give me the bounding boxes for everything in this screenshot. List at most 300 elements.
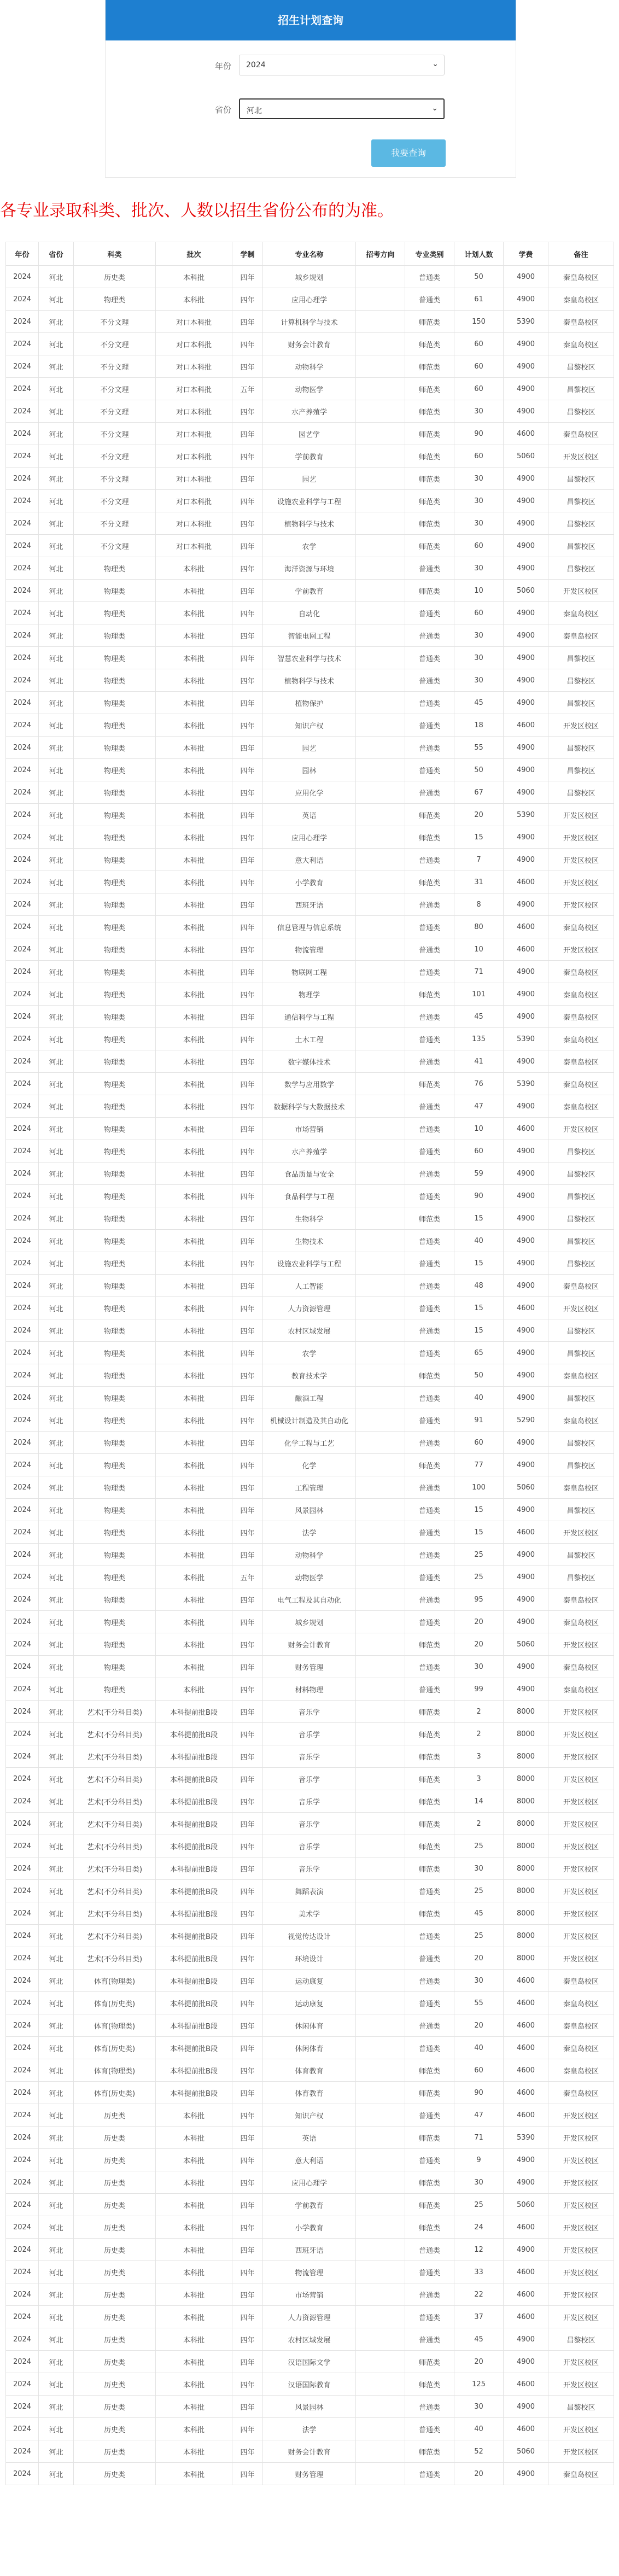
col-province-cell: 河北 <box>39 2149 74 2171</box>
col-year-cell: 2024 <box>6 2261 39 2283</box>
col-batch-cell: 对口本科批 <box>156 333 232 355</box>
col-duration-cell: 四年 <box>232 759 263 781</box>
col-plan-count-cell: 135 <box>454 1028 504 1050</box>
col-province-cell: 河北 <box>39 1790 74 1813</box>
col-direction-cell <box>356 1073 405 1095</box>
col-category-cell: 历史类 <box>74 2396 156 2418</box>
col-year-cell: 2024 <box>6 468 39 490</box>
col-duration-cell: 四年 <box>232 826 263 849</box>
col-remark-cell: 昌黎校区 <box>548 1454 614 1476</box>
col-type-cell: 普通类 <box>405 2396 454 2418</box>
col-year-cell: 2024 <box>6 1992 39 2014</box>
col-type-cell: 普通类 <box>405 1880 454 1902</box>
col-major-cell: 学前教育 <box>263 580 356 602</box>
col-direction-cell <box>356 692 405 714</box>
table-row <box>6 781 614 804</box>
table-row <box>6 1656 614 1678</box>
col-batch-cell: 本科批 <box>156 1409 232 1432</box>
col-province-cell: 河北 <box>39 916 74 938</box>
year-select[interactable] <box>239 55 445 75</box>
col-batch-cell: 本科批 <box>156 2351 232 2373</box>
col-category-cell: 物理类 <box>74 1073 156 1095</box>
col-direction-cell <box>356 647 405 669</box>
col-category-cell: 历史类 <box>74 2440 156 2463</box>
col-direction-cell <box>356 1970 405 1992</box>
col-remark-cell: 昌黎校区 <box>548 557 614 580</box>
col-batch-cell: 本科批 <box>156 2171 232 2194</box>
col-type-cell: 普通类 <box>405 2239 454 2261</box>
col-major-cell: 人力资源管理 <box>263 1297 356 1319</box>
col-duration-cell: 四年 <box>232 2171 263 2194</box>
col-tuition-cell: 4900 <box>504 400 548 423</box>
col-year-cell: 2024 <box>6 378 39 400</box>
col-tuition-cell: 4900 <box>504 1342 548 1364</box>
col-tuition-cell: 4900 <box>504 378 548 400</box>
col-year-cell: 2024 <box>6 2418 39 2440</box>
col-duration-cell: 四年 <box>232 2373 263 2396</box>
col-type-cell: 普通类 <box>405 1611 454 1633</box>
table-row <box>6 759 614 781</box>
col-year-cell: 2024 <box>6 1566 39 1588</box>
col-province-cell: 河北 <box>39 602 74 624</box>
col-year-cell: 2024 <box>6 1499 39 1521</box>
col-plan-count-cell: 60 <box>454 333 504 355</box>
col-tuition-cell: 4900 <box>504 1006 548 1028</box>
col-category-cell: 物理类 <box>74 602 156 624</box>
col-plan-count-cell: 71 <box>454 2127 504 2149</box>
col-remark-cell: 昌黎校区 <box>548 759 614 781</box>
col-remark-cell: 昌黎校区 <box>548 737 614 759</box>
table-row <box>6 1050 614 1073</box>
col-tuition-cell: 5390 <box>504 311 548 333</box>
col-province-cell: 河北 <box>39 2216 74 2239</box>
col-remark-cell: 秦皇岛校区 <box>548 916 614 938</box>
col-remark-cell: 开发区校区 <box>548 1768 614 1790</box>
table-row <box>6 400 614 423</box>
col-batch-cell: 对口本科批 <box>156 423 232 445</box>
col-batch-cell: 本科批 <box>156 1656 232 1678</box>
table-row <box>6 692 614 714</box>
col-tuition-cell: 5060 <box>504 2440 548 2463</box>
table-row <box>6 1633 614 1656</box>
col-duration-cell: 四年 <box>232 1163 263 1185</box>
table-row <box>6 1880 614 1902</box>
col-category-cell: 艺术(不分科目类) <box>74 1723 156 1745</box>
province-select[interactable] <box>239 98 445 119</box>
col-direction-cell <box>356 445 405 468</box>
col-remark-cell: 秦皇岛校区 <box>548 311 614 333</box>
col-plan-count-cell: 15 <box>454 1207 504 1230</box>
col-major-cell: 休闲体育 <box>263 2037 356 2059</box>
col-tuition-cell: 8000 <box>504 1723 548 1745</box>
col-tuition-cell: 4900 <box>504 2171 548 2194</box>
col-duration-cell: 四年 <box>232 624 263 647</box>
col-year-cell: 2024 <box>6 759 39 781</box>
col-province-cell: 河北 <box>39 2328 74 2351</box>
col-direction-cell <box>356 2239 405 2261</box>
col-direction-cell <box>356 804 405 826</box>
table-row <box>6 2261 614 2283</box>
query-button[interactable]: 我要查询 <box>371 139 446 167</box>
col-type-cell: 师范类 <box>405 512 454 535</box>
col-category-cell: 不分文理 <box>74 535 156 557</box>
col-province-cell: 河北 <box>39 692 74 714</box>
col-batch-cell: 本科批 <box>156 1297 232 1319</box>
col-category-cell: 历史类 <box>74 2104 156 2127</box>
col-tuition-cell: 4900 <box>504 1230 548 1252</box>
col-duration-cell: 四年 <box>232 647 263 669</box>
col-direction-cell <box>356 1857 405 1880</box>
col-category-cell: 物理类 <box>74 647 156 669</box>
col-direction-cell <box>356 1835 405 1857</box>
col-direction-cell <box>356 1095 405 1118</box>
col-batch-cell: 本科批 <box>156 2239 232 2261</box>
col-tuition-cell: 4600 <box>504 2418 548 2440</box>
col-duration-cell: 四年 <box>232 1678 263 1701</box>
col-year-cell: 2024 <box>6 400 39 423</box>
col-remark-cell: 开发区校区 <box>548 2194 614 2216</box>
col-remark-cell: 开发区校区 <box>548 849 614 871</box>
col-batch-cell: 本科提前批B段 <box>156 2082 232 2104</box>
col-category-cell: 历史类 <box>74 2351 156 2373</box>
col-major-cell: 智能电网工程 <box>263 624 356 647</box>
col-direction-cell <box>356 1297 405 1319</box>
col-province-cell: 河北 <box>39 1499 74 1521</box>
col-tuition-cell: 4900 <box>504 983 548 1006</box>
col-tuition-cell: 8000 <box>504 1701 548 1723</box>
col-category-cell: 艺术(不分科目类) <box>74 1835 156 1857</box>
col-duration-header: 学制 <box>232 242 263 266</box>
table-row <box>6 1095 614 1118</box>
col-remark-cell: 开发区校区 <box>548 2283 614 2306</box>
col-batch-cell: 本科批 <box>156 2194 232 2216</box>
col-major-cell: 视觉传达设计 <box>263 1925 356 1947</box>
col-year-cell: 2024 <box>6 355 39 378</box>
col-duration-cell: 四年 <box>232 1207 263 1230</box>
col-tuition-cell: 4900 <box>504 1319 548 1342</box>
col-batch-cell: 本科批 <box>156 2261 232 2283</box>
table-row <box>6 2306 614 2328</box>
col-plan-count-cell: 10 <box>454 1118 504 1140</box>
col-direction-cell <box>356 2440 405 2463</box>
col-province-cell: 河北 <box>39 378 74 400</box>
col-major-cell: 财务会计教育 <box>263 333 356 355</box>
col-plan-count-cell: 30 <box>454 490 504 512</box>
col-major-cell: 生物技术 <box>263 1230 356 1252</box>
col-direction-cell <box>356 2059 405 2082</box>
col-year-cell: 2024 <box>6 2283 39 2306</box>
col-plan-count-cell: 60 <box>454 1432 504 1454</box>
col-type-cell: 普通类 <box>405 647 454 669</box>
col-province-cell: 河北 <box>39 1521 74 1544</box>
col-duration-cell: 四年 <box>232 266 263 288</box>
col-major-cell: 意大利语 <box>263 2149 356 2171</box>
col-type-cell: 普通类 <box>405 849 454 871</box>
col-province-cell: 河北 <box>39 759 74 781</box>
col-duration-cell: 四年 <box>232 692 263 714</box>
col-major-cell: 应用心理学 <box>263 2171 356 2194</box>
col-province-cell: 河北 <box>39 893 74 916</box>
col-duration-cell: 四年 <box>232 1723 263 1745</box>
col-batch-header: 批次 <box>156 242 232 266</box>
col-duration-cell: 四年 <box>232 2306 263 2328</box>
col-plan-count-cell: 14 <box>454 1790 504 1813</box>
col-duration-cell: 四年 <box>232 1880 263 1902</box>
col-direction-cell <box>356 2463 405 2485</box>
col-major-cell: 人力资源管理 <box>263 2306 356 2328</box>
col-category-cell: 不分文理 <box>74 423 156 445</box>
col-year-cell: 2024 <box>6 2149 39 2171</box>
col-major-cell: 水产养殖学 <box>263 400 356 423</box>
col-duration-cell: 四年 <box>232 2440 263 2463</box>
col-plan-count-header: 计划人数 <box>454 242 504 266</box>
col-tuition-cell: 4900 <box>504 624 548 647</box>
col-tuition-cell: 8000 <box>504 1925 548 1947</box>
col-category-cell: 物理类 <box>74 1006 156 1028</box>
col-batch-cell: 本科批 <box>156 1432 232 1454</box>
col-type-cell: 师范类 <box>405 2216 454 2239</box>
col-remark-cell: 昌黎校区 <box>548 692 614 714</box>
col-duration-cell: 四年 <box>232 893 263 916</box>
col-province-cell: 河北 <box>39 781 74 804</box>
col-direction-cell <box>356 737 405 759</box>
col-tuition-cell: 4600 <box>504 916 548 938</box>
col-year-cell: 2024 <box>6 938 39 961</box>
col-duration-cell: 四年 <box>232 400 263 423</box>
col-type-cell: 普通类 <box>405 2418 454 2440</box>
col-direction-cell <box>356 1566 405 1588</box>
col-tuition-cell: 4900 <box>504 557 548 580</box>
col-tuition-cell: 4900 <box>504 1544 548 1566</box>
col-tuition-cell: 4900 <box>504 692 548 714</box>
table-row <box>6 602 614 624</box>
col-plan-count-cell: 30 <box>454 2396 504 2418</box>
col-year-cell: 2024 <box>6 1588 39 1611</box>
col-duration-cell: 四年 <box>232 1095 263 1118</box>
col-tuition-cell: 4900 <box>504 1432 548 1454</box>
col-remark-cell: 昌黎校区 <box>548 2396 614 2418</box>
col-category-cell: 物理类 <box>74 669 156 692</box>
col-category-cell: 物理类 <box>74 1028 156 1050</box>
col-batch-cell: 本科批 <box>156 737 232 759</box>
col-province-cell: 河北 <box>39 983 74 1006</box>
table-row <box>6 1947 614 1970</box>
col-year-cell: 2024 <box>6 2373 39 2396</box>
table-row <box>6 1723 614 1745</box>
col-remark-cell: 昌黎校区 <box>548 468 614 490</box>
col-direction-cell <box>356 781 405 804</box>
col-major-cell: 西班牙语 <box>263 893 356 916</box>
col-tuition-cell: 8000 <box>504 1902 548 1925</box>
col-plan-count-cell: 47 <box>454 1095 504 1118</box>
col-year-cell: 2024 <box>6 1230 39 1252</box>
col-year-cell: 2024 <box>6 1409 39 1432</box>
col-plan-count-cell: 95 <box>454 1588 504 1611</box>
col-duration-cell: 四年 <box>232 1387 263 1409</box>
col-major-cell: 音乐学 <box>263 1723 356 1745</box>
col-remark-cell: 秦皇岛校区 <box>548 1476 614 1499</box>
col-batch-cell: 本科批 <box>156 2306 232 2328</box>
col-province-cell: 河北 <box>39 1297 74 1319</box>
col-duration-cell: 四年 <box>232 916 263 938</box>
col-category-cell: 历史类 <box>74 2463 156 2485</box>
col-direction-cell <box>356 1813 405 1835</box>
col-tuition-cell: 4900 <box>504 781 548 804</box>
col-type-cell: 普通类 <box>405 2283 454 2306</box>
col-tuition-cell: 4900 <box>504 759 548 781</box>
col-direction-cell <box>356 1207 405 1230</box>
col-remark-cell: 昌黎校区 <box>548 1499 614 1521</box>
col-duration-cell: 四年 <box>232 1185 263 1207</box>
col-direction-cell <box>356 490 405 512</box>
col-major-cell: 财务会计教育 <box>263 1633 356 1656</box>
col-remark-cell: 开发区校区 <box>548 2418 614 2440</box>
col-direction-cell <box>356 2216 405 2239</box>
col-type-cell: 普通类 <box>405 759 454 781</box>
col-tuition-cell: 4600 <box>504 2082 548 2104</box>
col-year-cell: 2024 <box>6 1701 39 1723</box>
col-plan-count-cell: 55 <box>454 1992 504 2014</box>
col-direction-header: 招考方向 <box>356 242 405 266</box>
col-duration-cell: 四年 <box>232 602 263 624</box>
col-remark-cell: 开发区校区 <box>548 580 614 602</box>
table-row <box>6 355 614 378</box>
table-row <box>6 1118 614 1140</box>
col-year-cell: 2024 <box>6 1095 39 1118</box>
col-direction-cell <box>356 1163 405 1185</box>
col-category-cell: 物理类 <box>74 961 156 983</box>
col-province-cell: 河北 <box>39 2239 74 2261</box>
table-body <box>6 266 614 2485</box>
col-direction-cell <box>356 2171 405 2194</box>
col-remark-cell: 开发区校区 <box>548 1813 614 1835</box>
col-duration-cell: 四年 <box>232 311 263 333</box>
col-tuition-cell: 4900 <box>504 849 548 871</box>
col-type-cell: 师范类 <box>405 2373 454 2396</box>
col-category-cell: 物理类 <box>74 1342 156 1364</box>
col-type-cell: 普通类 <box>405 1588 454 1611</box>
col-duration-cell: 四年 <box>232 849 263 871</box>
col-province-cell: 河北 <box>39 1095 74 1118</box>
col-year-cell: 2024 <box>6 893 39 916</box>
col-major-cell: 农学 <box>263 535 356 557</box>
col-plan-count-cell: 40 <box>454 2418 504 2440</box>
col-year-cell: 2024 <box>6 1947 39 1970</box>
table-row <box>6 1006 614 1028</box>
col-category-cell: 艺术(不分科目类) <box>74 1925 156 1947</box>
col-duration-cell: 四年 <box>232 1252 263 1275</box>
col-batch-cell: 本科提前批B段 <box>156 1701 232 1723</box>
col-year-cell: 2024 <box>6 804 39 826</box>
col-remark-cell: 开发区校区 <box>548 871 614 893</box>
col-remark-cell: 秦皇岛校区 <box>548 1364 614 1387</box>
col-duration-cell: 四年 <box>232 1947 263 1970</box>
col-type-cell: 普通类 <box>405 1678 454 1701</box>
col-batch-cell: 本科批 <box>156 1342 232 1364</box>
col-plan-count-cell: 61 <box>454 288 504 311</box>
col-remark-cell: 昌黎校区 <box>548 1387 614 1409</box>
col-type-cell: 师范类 <box>405 1813 454 1835</box>
col-major-cell: 财务会计教育 <box>263 2440 356 2463</box>
col-batch-cell: 本科提前批B段 <box>156 2014 232 2037</box>
col-type-cell: 师范类 <box>405 2351 454 2373</box>
col-type-cell: 普通类 <box>405 781 454 804</box>
col-duration-cell: 四年 <box>232 1499 263 1521</box>
col-type-cell: 师范类 <box>405 1073 454 1095</box>
col-province-header: 省份 <box>39 242 74 266</box>
col-tuition-cell: 4900 <box>504 468 548 490</box>
table-row <box>6 2351 614 2373</box>
col-year-cell: 2024 <box>6 1454 39 1476</box>
col-plan-count-cell: 59 <box>454 1163 504 1185</box>
col-duration-cell: 四年 <box>232 1902 263 1925</box>
col-major-cell: 体育教育 <box>263 2082 356 2104</box>
notice-text: 各专业录取科类、批次、人数以招生省份公布的为准。 <box>0 201 394 220</box>
col-major-cell: 音乐学 <box>263 1745 356 1768</box>
col-year-cell: 2024 <box>6 535 39 557</box>
col-batch-cell: 本科批 <box>156 1476 232 1499</box>
col-type-cell: 师范类 <box>405 333 454 355</box>
col-category-cell: 历史类 <box>74 2127 156 2149</box>
col-category-cell: 不分文理 <box>74 445 156 468</box>
col-major-cell: 食品质量与安全 <box>263 1163 356 1185</box>
col-remark-cell: 开发区校区 <box>548 2104 614 2127</box>
col-direction-cell <box>356 266 405 288</box>
col-province-cell: 河北 <box>39 647 74 669</box>
col-year-cell: 2024 <box>6 1275 39 1297</box>
col-type-cell: 普通类 <box>405 266 454 288</box>
table-row <box>6 580 614 602</box>
col-type-cell: 师范类 <box>405 355 454 378</box>
col-batch-cell: 对口本科批 <box>156 311 232 333</box>
col-province-cell: 河北 <box>39 2283 74 2306</box>
col-plan-count-cell: 30 <box>454 1857 504 1880</box>
col-batch-cell: 本科批 <box>156 1207 232 1230</box>
col-direction-cell <box>356 333 405 355</box>
col-plan-count-cell: 101 <box>454 983 504 1006</box>
col-plan-count-cell: 20 <box>454 1947 504 1970</box>
col-major-cell: 学前教育 <box>263 445 356 468</box>
col-duration-cell: 四年 <box>232 781 263 804</box>
col-major-header: 专业名称 <box>263 242 356 266</box>
col-plan-count-cell: 25 <box>454 1544 504 1566</box>
col-province-cell: 河北 <box>39 311 74 333</box>
col-direction-cell <box>356 2037 405 2059</box>
col-duration-cell: 四年 <box>232 490 263 512</box>
col-type-cell: 普通类 <box>405 1297 454 1319</box>
col-batch-cell: 本科批 <box>156 871 232 893</box>
table-row <box>6 1521 614 1544</box>
col-remark-cell: 开发区校区 <box>548 1723 614 1745</box>
col-duration-cell: 四年 <box>232 1297 263 1319</box>
col-year-cell: 2024 <box>6 961 39 983</box>
col-category-cell: 物理类 <box>74 1499 156 1521</box>
col-province-cell: 河北 <box>39 266 74 288</box>
col-type-cell: 普通类 <box>405 916 454 938</box>
col-duration-cell: 四年 <box>232 1006 263 1028</box>
col-category-cell: 物理类 <box>74 1409 156 1432</box>
col-plan-count-cell: 15 <box>454 1499 504 1521</box>
col-province-cell: 河北 <box>39 1902 74 1925</box>
col-type-cell: 普通类 <box>405 1050 454 1073</box>
col-type-cell: 普通类 <box>405 2261 454 2283</box>
col-plan-count-cell: 125 <box>454 2373 504 2396</box>
col-batch-cell: 本科提前批B段 <box>156 1902 232 1925</box>
col-province-cell: 河北 <box>39 557 74 580</box>
col-type-cell: 师范类 <box>405 1902 454 1925</box>
col-plan-count-cell: 22 <box>454 2283 504 2306</box>
col-direction-cell <box>356 557 405 580</box>
